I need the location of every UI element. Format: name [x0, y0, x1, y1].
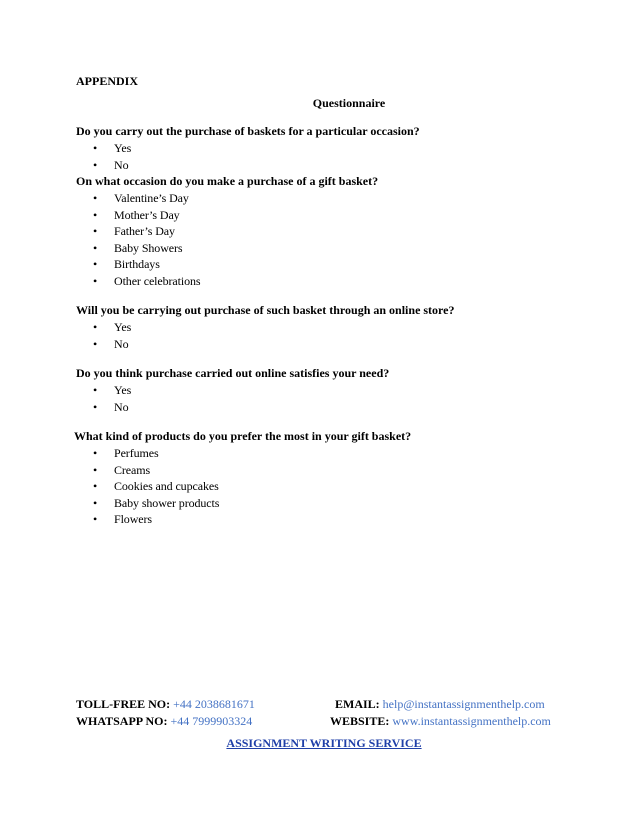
question-4: Do you think purchase carried out online satisfies your need?	[76, 366, 390, 380]
list-item: • Baby Showers	[76, 240, 576, 257]
list-item: • Cookies and cupcakes	[76, 478, 576, 495]
list-item: • No	[76, 336, 576, 353]
spacer	[76, 415, 576, 428]
whatsapp-number[interactable]: +44 7999903324	[170, 714, 253, 728]
spacer	[76, 289, 576, 302]
question-5-options	[76, 445, 576, 528]
assignment-service-link[interactable]: ASSIGNMENT WRITING SERVICE	[226, 736, 422, 750]
question-2: On what occasion do you make a purchase of a gift basket?	[76, 174, 379, 188]
whatsapp-group	[76, 713, 252, 730]
footer-row-2	[76, 713, 576, 730]
email-label: EMAIL:	[335, 697, 380, 711]
tollfree-group	[76, 696, 255, 713]
list-item: • Other celebrations	[76, 273, 576, 290]
question-1-options	[76, 140, 576, 173]
question-5: What kind of products do you prefer the most in your gift basket?	[74, 429, 412, 443]
footer-row-1	[76, 696, 576, 713]
contact-footer	[76, 696, 576, 730]
list-item: • Yes	[76, 382, 576, 399]
question-4-options	[76, 382, 576, 415]
spacer	[76, 352, 576, 365]
appendix-heading: APPENDIX	[76, 74, 138, 88]
whatsapp-label: WHATSAPP NO:	[76, 714, 168, 728]
email-group	[335, 696, 545, 713]
tollfree-label: TOLL-FREE NO:	[76, 697, 171, 711]
list-item: • No	[76, 157, 576, 174]
list-item: • Flowers	[76, 511, 576, 528]
website-group	[330, 713, 551, 730]
question-1: Do you carry out the purchase of baskets for a particular occasion?	[76, 124, 420, 138]
list-item: • Yes	[76, 319, 576, 336]
list-item: • Mother’s Day	[76, 207, 576, 224]
email-link[interactable]: help@instantassignmenthelp.com	[382, 697, 545, 711]
list-item: • Baby shower products	[76, 495, 576, 512]
questionnaire-title: Questionnaire	[312, 96, 386, 110]
list-item: • Father’s Day	[76, 223, 576, 240]
list-item: • Birthdays	[76, 256, 576, 273]
list-item: • Perfumes	[76, 445, 576, 462]
list-item: • No	[76, 399, 576, 416]
tollfree-number[interactable]: +44 2038681671	[173, 697, 255, 711]
question-2-options	[76, 190, 576, 289]
website-label: WEBSITE:	[330, 714, 390, 728]
list-item: • Valentine’s Day	[76, 190, 576, 207]
list-item: • Creams	[76, 462, 576, 479]
question-3-options	[76, 319, 576, 352]
list-item: • Yes	[76, 140, 576, 157]
website-link[interactable]: www.instantassignmenthelp.com	[392, 714, 551, 728]
question-3: Will you be carrying out purchase of such basket through an online store?	[76, 303, 455, 317]
questionnaire-body	[76, 123, 576, 528]
